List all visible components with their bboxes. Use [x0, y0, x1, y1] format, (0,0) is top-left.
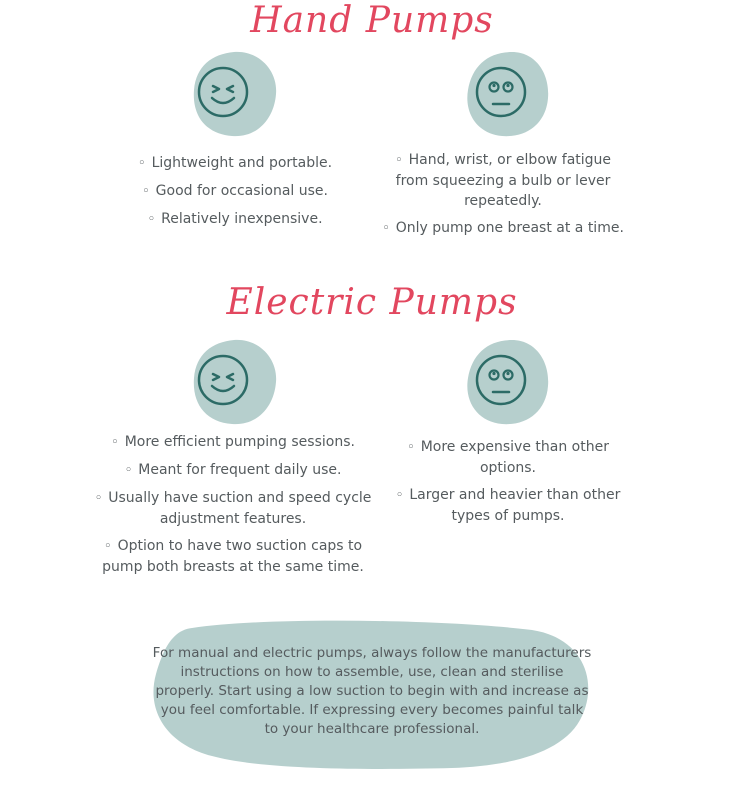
- list-item: ◦ Option to have two suction caps to pump both breasts at the same time.: [88, 536, 378, 577]
- list-item: ◦ Only pump one breast at a time.: [378, 218, 628, 239]
- electric-pumps-cons-list: [392, 437, 624, 533]
- list-item: ◦ Larger and heavier than other types of pumps.: [392, 485, 624, 526]
- hand-pumps-pros-list: [120, 153, 350, 237]
- hand-pumps-cons-list: [378, 150, 628, 246]
- electric-pumps-pros-list: [88, 432, 378, 584]
- list-item: ◦ Lightweight and portable.: [120, 153, 350, 174]
- neutral-face-icon: [462, 336, 554, 428]
- happy-face-icon: [188, 48, 280, 140]
- list-item: ◦ Relatively inexpensive.: [120, 209, 350, 230]
- list-item: ◦ Meant for frequent daily use.: [88, 460, 378, 481]
- advice-note: [152, 620, 592, 770]
- list-item: ◦ Usually have suction and speed cycle adjustment features.: [88, 488, 378, 529]
- electric-pumps-title: Electric Pumps: [226, 282, 518, 323]
- happy-face-icon: [188, 336, 280, 428]
- neutral-face-icon: [462, 48, 554, 140]
- hand-pumps-title: Hand Pumps: [250, 0, 494, 41]
- list-item: ◦ Hand, wrist, or elbow fatigue from squeezing a bulb or lever repeatedly.: [378, 150, 628, 211]
- list-item: ◦ More expensive than other options.: [392, 437, 624, 478]
- list-item: ◦ Good for occasional use.: [120, 181, 350, 202]
- advice-note-text: For manual and electric pumps, always follow the manufacturers instructions on how to assemble, use, clean and sterilise properly. Start using a low suction to begin with and increase as you feel comfortable. If expressing every becomes painful talk to your healthcare professional.: [152, 645, 592, 737]
- list-item: ◦ More efficient pumping sessions.: [88, 432, 378, 453]
